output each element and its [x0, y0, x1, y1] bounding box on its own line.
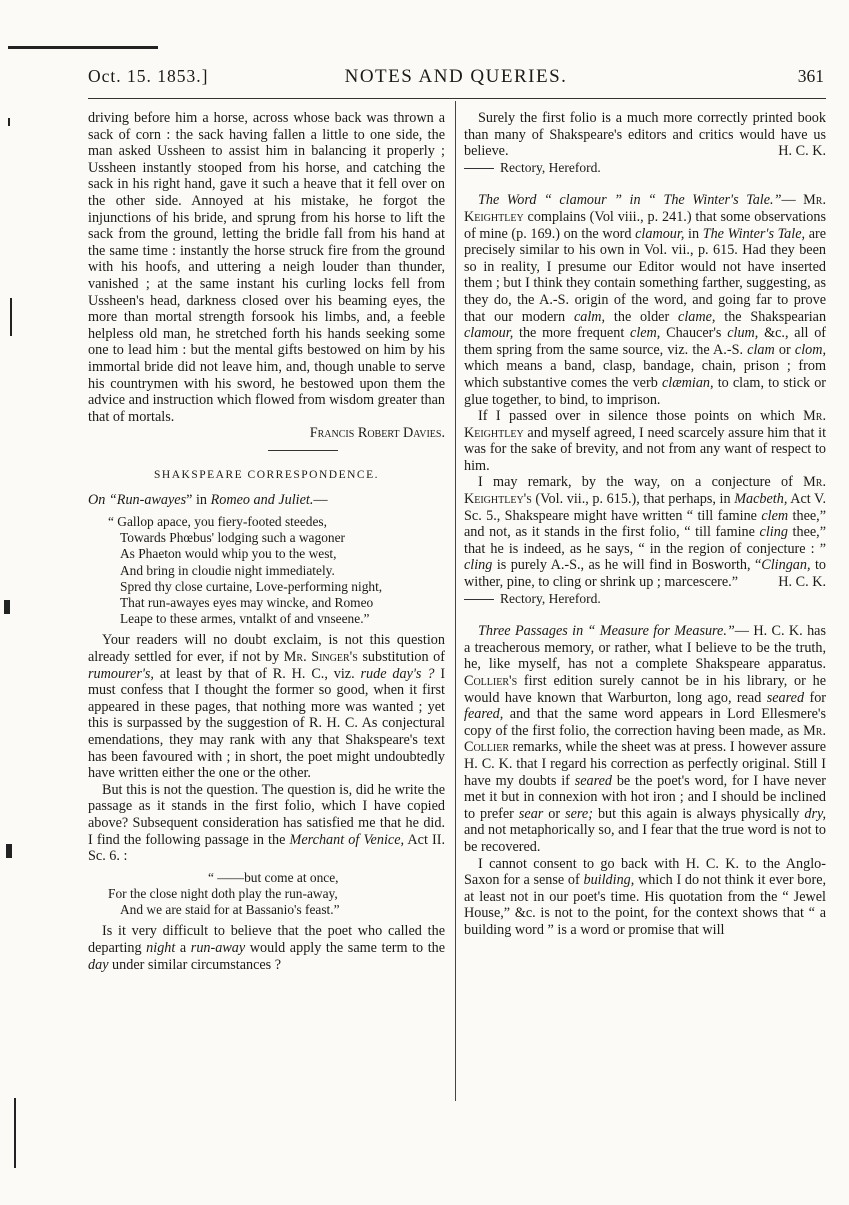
story-signature: Francis Robert Davies. — [309, 425, 445, 442]
poem-line: And bring in cloudie night immediately. — [120, 562, 335, 578]
quote-line: For the close night doth play the run-away, — [108, 886, 338, 901]
body-paragraph: I may remark, by the way, on a conjecture of Mr. Keightley's (Vol. vii., p. 615.), that perhaps, in Macbeth, Act V. Sc. 5., Shakspeare might have written “ till famine clem thee,” and not, as it stands in the first folio, “ till famine cling thee,” that he is indeed, as he says, “ in the region of conjecture : ” cling is purely A.-S., as he will find in Bosworth, “Clingan, to wither, pine, to cling or shrink up ; marcescere.” H. C. K. — [464, 474, 827, 591]
poem-line: Leape to these armes, vntalkt of and vnseene.” — [120, 611, 370, 627]
column-divider — [455, 101, 456, 1101]
poem-line: “ Gallop apace, you fiery-footed steedes, — [108, 514, 327, 530]
body-paragraph: Surely the first folio is a much more correctly printed book than many of Shakspeare's editors and critics would have us believe. H. C. K. — [464, 110, 826, 160]
poem-line: As Phaeton would whip you to the west, — [120, 546, 337, 562]
poem-line: That run-awayes eyes may wincke, and Romeo — [120, 595, 374, 611]
signature: H. C. K. — [778, 574, 826, 591]
poem-line: Towards Phœbus' lodging such a wagoner — [120, 530, 345, 546]
article-heading: On “Run-awayes” in Romeo and Juliet.— — [88, 492, 328, 509]
page-number: 361 — [797, 66, 824, 86]
top-rule — [8, 46, 158, 49]
article-heading: Three Passages in “ Measure for Measure.”— H. C. K. has a treacherous memory, or rather, what I believe to be the truth, he, like myself, has not a complete Shakspeare apparatus. Collier's first edition surely cannot be in his library, or he would have known that Warburton, long ago, read seared for feared, and that the same word appears in Lord Ellesmere's copy of the first folio, the correction having been made, as Mr. Collier remarks, while the sheet was at press. I however assure H. C. K. that I regard his correction as perfectly original. Still I have my doubts if seared be the poet's word, for I have never met it but in connexion with hot iron ; and I should be inclined to prefer sear or sere; but this again is always physically dry, and not metaphorically so, and I fear that the true word is not to be recovered. — [464, 623, 827, 855]
issue-date: Oct. 15. 1853.] — [88, 66, 209, 86]
margin-mark — [6, 844, 12, 858]
header-rule — [88, 98, 826, 99]
poem-quotation — [108, 514, 445, 627]
body-paragraph: If I passed over in silence those points on which Mr. Keightley and myself agreed, I need scarcely assure him that it was for the sake of brevity, and not from any want of respect to him. — [464, 408, 827, 474]
reference-line: Rectory, Hereford. — [464, 591, 826, 608]
reference-line: Rectory, Hereford. — [464, 160, 826, 177]
margin-mark — [8, 118, 10, 126]
body-paragraph: But this is not the question. The question is, did he write the passage as it stands in the first folio, which I have copied above? Subsequent consideration has satisfied me that he did. I find the following passage in the Merchant of Venice, Act II. Sc. 6. : — [88, 781, 446, 865]
signature: H. C. K. — [778, 143, 826, 160]
poem-line: Spred thy close curtaine, Love-performing night, — [120, 578, 383, 594]
margin-mark — [4, 600, 10, 614]
body-paragraph: Is it very difficult to believe that the poet who called the departing night a run-away would apply the same term to the day under similar circumstances ? — [88, 923, 446, 973]
article-heading: The Word “ clamour ” in “ The Winter's Tale.”— Mr. Keightley complains (Vol viii., p. 241.) that some observations of mine (p. 169.) on the word clamour, in The Winter's Tale, are precisely similar to his own in Vol. vii., p. 615. Had they been so in reality, I presume our Editor would not have inserted them ; but I think they contain something farther, suggesting, as they do, the A.-S. origin of the word, and going far to prove that our modern calm, the older clame, the Shakspearian clamour, the more frequent clem, Chaucer's clum, &c., all of them spring from the same source, viz. the A.-S. clam or clom, which means a band, clasp, bandage, chain, prison ; from which substantive comes the verb clæmian, to clam, to stick or glue together, to bind, to imprison. — [464, 192, 827, 408]
right-column — [464, 110, 826, 939]
margin-mark — [14, 1098, 16, 1168]
story-paragraph: driving before him a horse, across whose back was thrown a sack of corn : the sack having fallen a little to one side, the man asked Ussheen to assist him in balancing it properly ; Ussheen instantly stooped from his horse, and catching the sack in his right hand, gave it such a heave that it fell over on the other side. Annoyed at his mistake, he forgot the injunctions of his bride, and sprung from his horse to lift the sack from the ground, letting the bridle fall from his hand at the same time : instantly the horse struck fire from the ground with his hoofs, and uttering a neigh louder than thunder, vanished ; at the same instant his curling locks fell from Ussheen's head, darkness closed over his beaming eyes, the more than mortal strength forsook his limbs, and, a feeble helpless old man, he stretched forth his hands seeking some one to lead him : but the mental gifts bestowed on him by his immortal bride did not leave him, and, though unable to serve his countrymen with his sword, he bestowed upon them the advice and instruction which flowed from wisdom greater than that of mortals. — [88, 110, 445, 425]
body-paragraph: Your readers will no doubt exclaim, is not this question already settled for ever, if not by Mr. Singer's substitution of rumourer's, at least by that of R. H. C., viz. rude day's ? I must confess that I thought the former so good, when it first appeared in these pages, that nothing more was wanted ; yet this is surpassed by the suggestion of R. H. C. As conjectural emendations, they may rank with any that Shakspeare's text has been favoured with ; in short, the poet might undoubtedly have written either the one or the other. — [88, 632, 446, 782]
quote-line: “ ——but come at once, — [208, 869, 339, 885]
left-column — [88, 110, 445, 973]
section-heading: SHAKSPEARE CORRESPONDENCE. — [154, 468, 379, 481]
margin-mark — [10, 298, 12, 336]
running-header — [88, 66, 824, 96]
section-separator — [268, 450, 338, 451]
journal-title: NOTES AND QUERIES. — [344, 66, 568, 87]
quote-line: And we are staid for at Bassanio's feast.” — [120, 902, 340, 918]
play-quotation — [108, 870, 445, 919]
body-paragraph: I cannot consent to go back with H. C. K. to the Anglo-Saxon for a sense of building, which I do not think it ever bore, at least not in our poet's time. His quotation from the “ Jewel House,” &c. is not to the point, for the context shows that “ a building word ” is a word or promise that will — [464, 855, 827, 938]
